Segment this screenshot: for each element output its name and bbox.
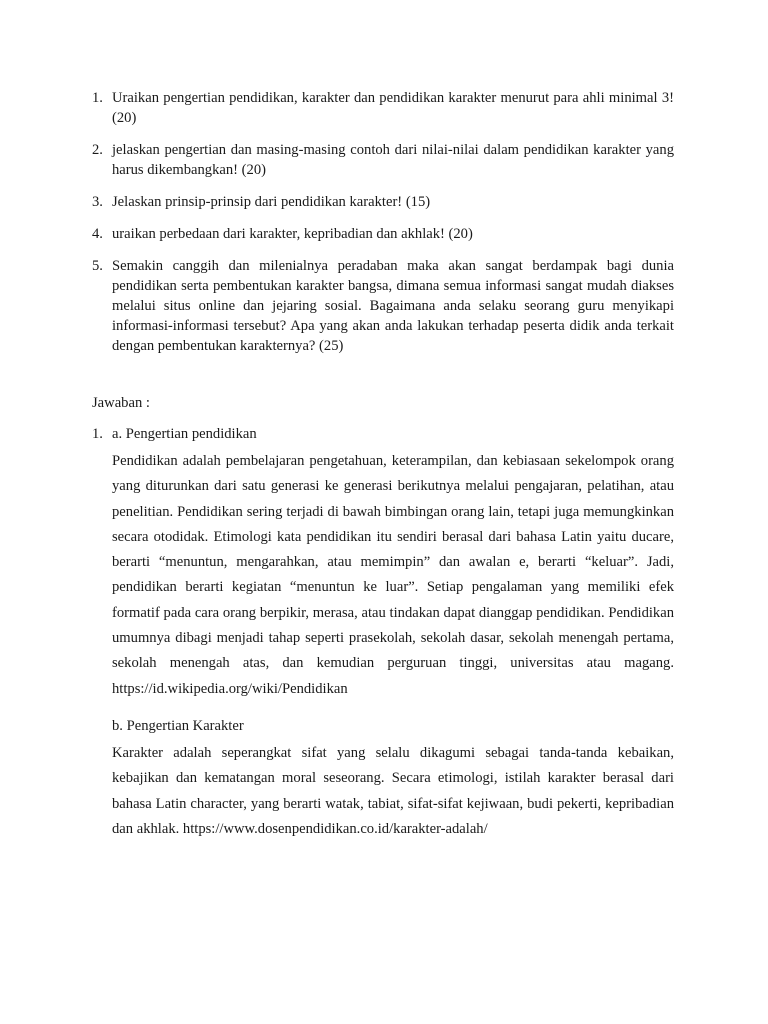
- question-item: [92, 88, 674, 128]
- question-list: [92, 88, 674, 368]
- section-a-heading: a. Pengertian pendidikan: [112, 426, 257, 442]
- question-text: Jelaskan prinsip-prinsip dari pendidikan karakter! (15): [112, 194, 431, 210]
- question-number: 2.: [92, 142, 103, 158]
- question-text: Semakin canggih dan milenialnya peradaban maka akan sangat berdampak bagi dunia pendidikan serta pembentukan karakter bangsa, dimana semua informasi sangat mudah diakses melalui situs online dan jejaring sosial. Bagaimana anda selaku seorang guru menyikapi informasi-informasi tersebut? Apa yang akan anda lakukan terhadap peserta didik anda terkait dengan pembentukan karakternya? (25): [112, 258, 674, 354]
- section-b-heading: b. Pengertian Karakter: [112, 718, 244, 734]
- section-b-paragraph: Karakter adalah seperangkat sifat yang selalu dikagumi sebagai tanda-tanda kebaikan, kebajikan dan kematangan moral seseorang. Secara etimologi, istilah karakter berasal dari bahasa Latin character, yang berarti watak, tabiat, sifat-sifat kejiwaan, budi pekerti, kepribadian dan akhlak. https://www.dosenpendidikan.co.id/karakter-adalah/: [112, 745, 674, 837]
- answer-number: 1.: [92, 426, 103, 442]
- question-number: 1.: [92, 90, 103, 106]
- answers-label: Jawaban :: [92, 395, 150, 411]
- question-item: [92, 140, 674, 180]
- question-item: [92, 192, 674, 212]
- question-number: 5.: [92, 258, 103, 274]
- question-text: jelaskan pengertian dan masing-masing contoh dari nilai-nilai dalam pendidikan karakter yang harus dikembangkan! (20): [112, 142, 674, 178]
- question-text: uraikan perbedaan dari karakter, kepribadian dan akhlak! (20): [112, 226, 473, 242]
- question-text: Uraikan pengertian pendidikan, karakter dan pendidikan karakter menurut para ahli minimal 3! (20): [112, 90, 674, 126]
- answer-section-a: [92, 424, 674, 702]
- question-item: [92, 224, 674, 244]
- section-a-paragraph: Pendidikan adalah pembelajaran pengetahuan, keterampilan, dan kebiasaan sekelompok orang yang diturunkan dari satu generasi ke generasi berikutnya melalui pengajaran, pelatihan, atau penelitian. Pendidikan sering terjadi di bawah bimbingan orang lain, tetapi juga memungkinkan secara otodidak. Etimologi kata pendidikan itu sendiri berasal dari bahasa Latin yaitu ducare, berarti “menuntun, mengarahkan, atau memimpin” dan awalan e, berarti “keluar”. Jadi, pendidikan berarti kegiatan “menuntun ke luar”. Setiap pengalaman yang memiliki efek formatif pada cara orang berpikir, merasa, atau tindakan dapat dianggap pendidikan. Pendidikan umumnya dibagi menjadi tahap seperti prasekolah, sekolah dasar, sekolah menengah pertama, sekolah menengah atas, dan kemudian perguruan tinggi, universitas atau magang. https://id.wikipedia.org/wiki/Pendidikan: [112, 453, 674, 697]
- question-item: [92, 256, 674, 356]
- question-number: 4.: [92, 226, 103, 242]
- answer-section-b: [92, 716, 674, 842]
- question-number: 3.: [92, 194, 103, 210]
